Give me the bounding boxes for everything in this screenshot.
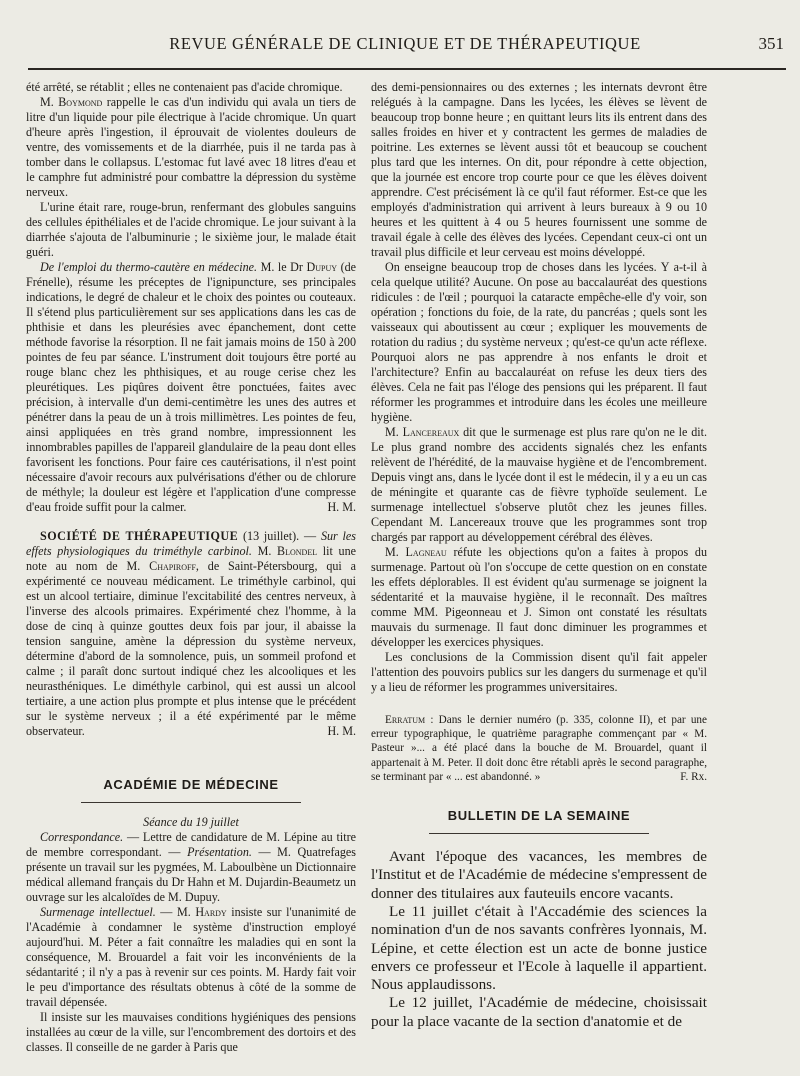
paragraph: L'urine était rare, rouge-brun, renfermant des globules sanguins des cellules épithéliales et de l'acide chromique. Le jour suivant à la diarrhée s'ajouta de l'albuminurie ; le sixième jour, le malade était guéri. xyxy=(26,200,356,259)
signature: F. Rx. xyxy=(680,770,707,783)
person-name: Dupuy xyxy=(306,260,338,274)
paragraph-text: — M. Quatrefages présente un travail sur les pygmées, M. Laboulbène un Dictionnaire médical allemand français du Dr Hahn et M. Dujardin-Beaumetz un ouvrage sur les alcaloïdes de M. Dupuy. xyxy=(26,845,356,904)
paragraph: Le 12 juillet, l'Académie de médecine, choisissait pour la place vacante de la section d'anatomie et de xyxy=(371,994,707,1030)
person-name: Hardy xyxy=(195,905,227,919)
person-name: M. Boymond xyxy=(40,95,103,109)
academie-heading: ACADÉMIE DE MÉDECINE xyxy=(103,777,279,792)
society-title: SOCIÉTÉ DE THÉRAPEUTIQUE xyxy=(40,529,239,543)
paragraph: Il insiste sur les mauvaises conditions hygiéniques des pensions installées au cœur de la ville, sur l'encombrement des dortoirs et des classes. Il conseille de ne garder à Paris que xyxy=(26,1010,356,1054)
paragraph xyxy=(26,529,356,739)
paragraph-text: réfute les objections qu'on a faites à propos du surmenage. Partout où l'on s'occupe de cette question on en constate les effets déplorables. Il est évident qu'au surmenage se joignent la sédentarité et la mauvaise hygiène, il le reconnaît. Des maîtres comme MM. Pigeonneau et J. Simon ont constaté les résultats mauvais du surmenage. Il faut donc diminuer les programmes et développer les exercices physiques. xyxy=(371,545,708,649)
person-name: Lancereaux xyxy=(402,425,460,439)
seance-date: Séance du 19 juillet xyxy=(143,815,239,829)
journal-title: REVUE GÉNÉRALE DE CLINIQUE ET DE THÉRAPEUTIQUE xyxy=(169,34,641,53)
left-column xyxy=(26,80,356,1055)
bulletin-body xyxy=(371,848,707,1031)
signature: H. M. xyxy=(327,724,356,738)
section-title: Présentation. xyxy=(187,845,252,859)
section-title: Surmenage intellectuel. xyxy=(40,905,156,919)
section-title: Correspondance. xyxy=(40,830,124,844)
paragraph xyxy=(371,545,707,650)
right-column xyxy=(371,80,707,1031)
paragraph: des demi-pensionnaires ou des externes ; les internats devront être relégués à la campagne. Dans les lycées, les élèves se lèvent de beaucoup trop bonne heure ; en quittant leurs lits ils entrent dans des salles froides en hiver et y contractent les germes de maladies de poitrine. Les externes se lèvent aussi tôt et beaucoup se couchent plus tard que les internes. On dit, pour répondre à cette objection, que la journée est encore trop courte pour ce que les élèves doivent apprendre. C'est précisément là ce qu'il faut réformer. Est-ce que les employés d'administration qui arrivent à leurs bureaux à 9 ou 10 heures et les quittent à 4 ou 5 heures fournissent une somme de travail égale à celle des élèves des lycées. Cependant ceux-ci ont un travail plus difficile et leur cerveau est moins développé. xyxy=(371,80,707,259)
paragraph-text: insiste sur l'unanimité de l'Académie à condamner le système d'instruction employé aujourd'hui. M. Péter a fait connaître les maladies qui en sont la conséquence, M. Brouardel a fait voir les inconvénients de la sédantarité ; il n'y a pas à revenir sur ces points. M. Hardy fait voir le peu d'importance des résultats obtenus à côté de la somme de travail dépensée. xyxy=(26,905,356,1009)
page-number: 351 xyxy=(758,34,784,53)
paragraph-text: — M. xyxy=(155,905,196,919)
paragraph-text: M. xyxy=(385,425,403,439)
person-name: Blondel xyxy=(277,544,318,558)
paragraph xyxy=(26,905,356,1010)
running-header xyxy=(20,34,790,58)
paragraph-text: dit que le surmenage est plus rare qu'on ne le dit. Le plus grand nombre des accidents signalés chez les enfants relèvent de l'hérédité, de la mauvaise hygiène et de l'encombrement. Depuis vingt ans, dans le lycée dont il est le médecin, il y a eu un cas de méningite et quarante cas de fièvre typhoïde seulement. Le surmenage intellectuel s'observe plutôt chez les jeunes filles. Cependant M. Lancereaux trouve que les programmes sont trop chargés par rapport au développement cérébral des élèves. xyxy=(371,425,707,544)
paragraph-text: (13 juillet). — xyxy=(238,529,321,543)
section-title: Sur les effets physiologiques du triméthyle carbinol. xyxy=(26,529,356,558)
paragraph: Les conclusions de la Commission disent qu'il fait appeler l'attention des pouvoirs publics sur les dangers du surmenage et qu'il y a lieu de réformer les programmes universitaires. xyxy=(371,650,707,694)
erratum-label: Erratum xyxy=(385,714,426,726)
paragraph: Le 11 juillet c'était à l'Accadémie des sciences la nomination d'un de nos savants confrères lyonnais, M. Lépine, et cette élection est un acte de bonne justice envers ce professeur et l'Ecole à laquelle il appartient. Nous applaudissons. xyxy=(371,902,707,994)
paragraph-text: — Lettre de candidature de M. Lépine au titre de membre correspondant. — xyxy=(26,830,356,859)
paragraph-text: (de Frénelle), résume les préceptes de l'ignipuncture, ses principales indications, le degré de chaleur et le choix des pointes ou couteaux. Il s'étend plus particulièrement sur ses applications dans les cas de phthisie et dans les pleurésies avec épanchement, dont cette méthode favorise la résorption. Il ne fait jamais moins de 150 à 200 pointes de feu par séance. L'instrument doit toujours être porté au rouge blanc chez les phthisiques, et au rouge cerise chez les pleurétiques. Les piqûres doivent être ponctuées, faites avec précision, à intervalle d'un demi-centimètre les unes des autres et pénétrer dans la peau de un à trois millimètres. Les pointes de feu, ainsi appliquées en très grand nombre, impressionnent les innombrables papilles de l'appareil glandulaire de la peau dont elles favorisent les fonctions. Pour faire ces cautérisations, il n'est point nécessaire d'avoir recours aux pulvérisations d'éther ou de chlorure de méthyle; la douleur est légère et l'application d'une compresse d'eau froide suffit pour la calmer. xyxy=(26,260,357,514)
paragraph: été arrêté, se rétablit ; elles ne contenaient pas d'acide chromique. xyxy=(26,80,343,94)
paragraph-text: M. xyxy=(251,544,278,558)
paragraph-text: lit une note au nom de M. xyxy=(26,544,356,573)
paragraph: Avant l'époque des vacances, les membres de l'Institut et de l'Académie de médecine s'empressent de donner des titulaires aux fauteuils encore vacants. xyxy=(371,848,707,902)
paragraph xyxy=(26,830,356,905)
person-name: Lagneau xyxy=(405,545,447,559)
header-rule xyxy=(28,68,786,70)
paragraph-text: : Dans le dernier numéro (p. 335, colonne II), et par une erreur typographique, le quatrième paragraphe commençant par « M. Pasteur »... a été placé dans la bouche de M. Brouardel, quant il appartenait à M. Peter. Il doit donc être rétabli après le second paragraphe, se terminant par « ... est abandonné. » xyxy=(371,714,707,783)
paragraph xyxy=(26,95,356,200)
section-title: De l'emploi du thermo-cautère en médecine. xyxy=(40,260,258,274)
erratum-note xyxy=(371,713,707,784)
person-name: Chapiroff xyxy=(149,559,196,573)
paragraph-text: , de Saint-Pétersbourg, qui a expérimenté ce nouveau médicament. Le triméthyle carbinol, qui est un alcool tertiaire, diminue l'excitabilité des centres nerveux, à l'inverse des alcools primaires. Expérimenté chez l'homme, à la dose de cinq à quinze gouttes deux fois par jour, il abaisse la tension sanguine, amène la dépression du système nerveux, détermine d'abord de la somnolence, puis, un sommeil profond et calme ; il paraît donc surtout indiqué chez les alcooliques et les neurasthéniques. Le diméthyle carbinol, qui est aussi un alcool tertiaire, a une action plus prompte et plus intense que le précédent sur le système nerveux ; il a été expérimenté par le même observateur. xyxy=(26,559,357,738)
signature: H. M. xyxy=(327,500,356,514)
paragraph xyxy=(371,425,707,545)
paragraph: On enseigne beaucoup trop de choses dans les lycées. Y a-t-il à cela quelque utilité? Aucune. On pose au baccalauréat des questions ridicules : de l'œil ; pourquoi la cataracte empêche-elle d'y voir, son opération ; fonctions du foie, de la rate, du pancréas ; quels sont les vaisseaux qui aboutissent au cœur ; expliquer les mouvements de rotation du radius ; du système nerveux ; qu'est-ce qu'un acte réflexe. Pourquoi alors ne pas apprendre à nos enfants le droit et l'architecture? Enfin au baccalauréat on refuse les deux tiers des élèves. Cela ne fait pas l'éloge des pensions qui les préparent. Il faut réformer les programmes et introduire dans les écoles une meilleure hygiène. xyxy=(371,260,707,424)
bulletin-heading: BULLETIN DE LA SEMAINE xyxy=(447,808,631,824)
paragraph-text: M. le Dr xyxy=(257,260,307,274)
paragraph xyxy=(26,260,356,515)
paragraph-text: M. xyxy=(385,545,406,559)
paragraph-text: rappelle le cas d'un individu qui avala un tiers de litre d'un liquide pour pile électrique à l'acide chromique. Un quart d'heure après l'ingestion, il éprouvait de violentes douleurs de ventre, des vomissements et de la diarrhée, puis il ne tarda pas à tomber dans le collapsus. L'estomac fut lavé avec 18 litres d'eau et le camphre fut administré pour combattre la dépression du système nerveux. xyxy=(26,95,356,199)
